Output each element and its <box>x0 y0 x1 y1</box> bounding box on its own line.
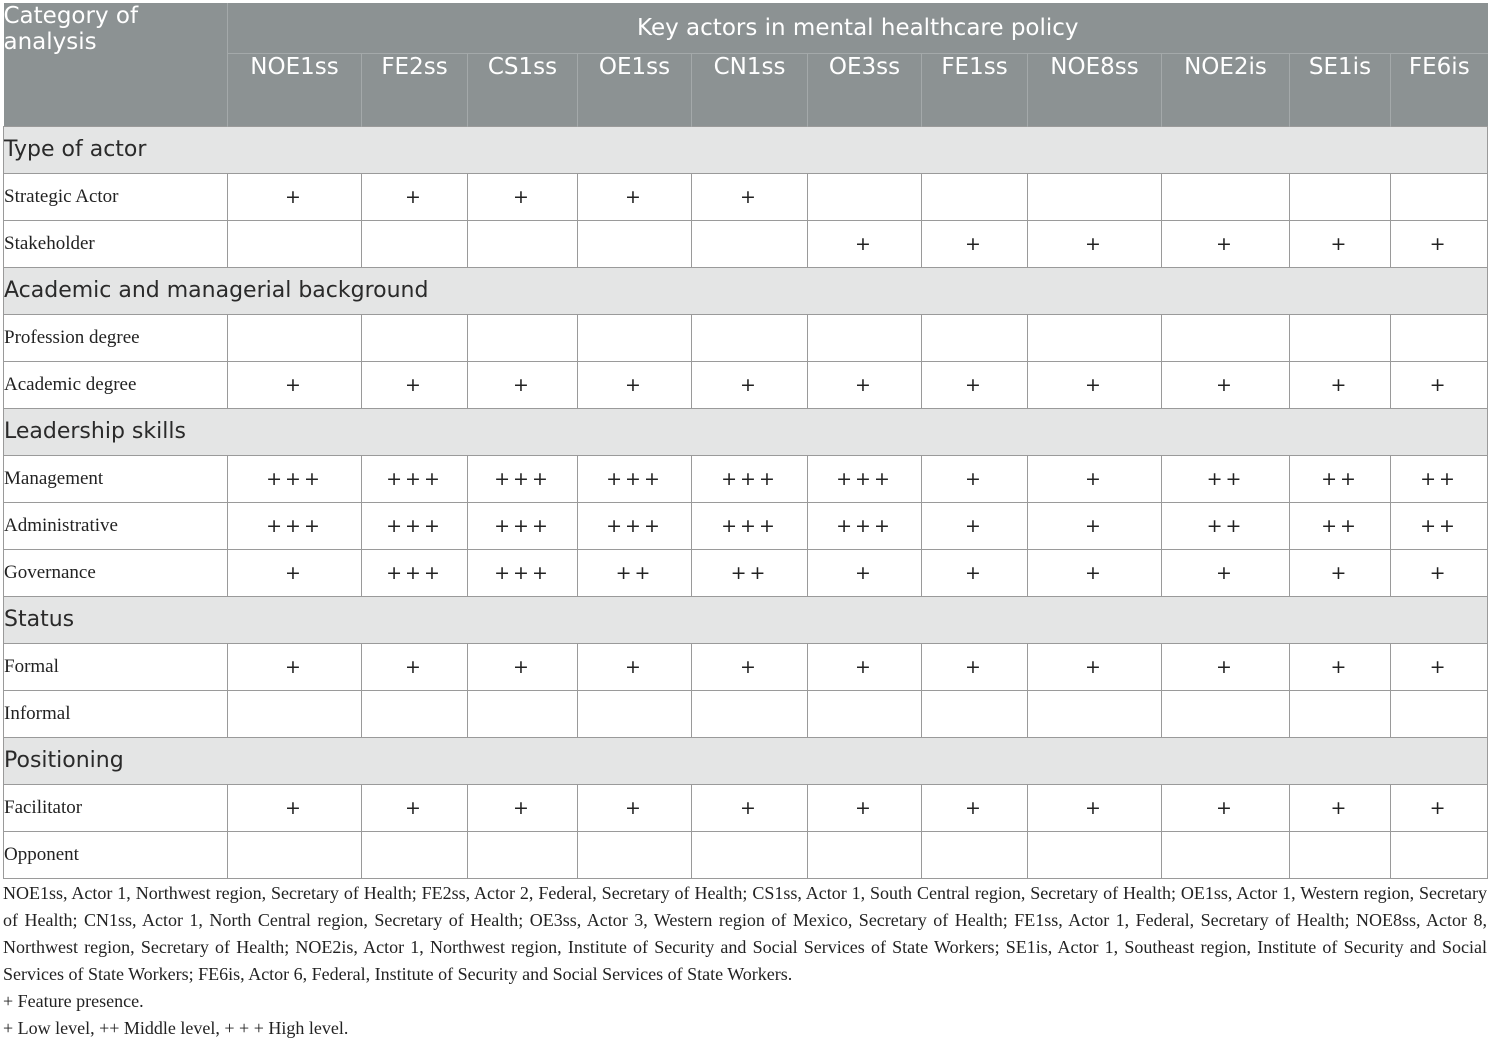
row-label: Administrative <box>4 502 228 549</box>
table-cell: + <box>1162 361 1290 408</box>
table-cell <box>922 173 1028 220</box>
section-title: Positioning <box>4 737 1488 784</box>
table-cell <box>468 220 578 267</box>
table-cell: +++ <box>228 502 362 549</box>
actor-header: OE1ss <box>578 53 692 126</box>
abbreviations-note: NOE1ss, Actor 1, Northwest region, Secretary of Health; FE2ss, Actor 2, Federal, Secretary of Health; CS1ss, Actor 1, South Central region, Secretary of Health; OE1ss, Actor 1, Western region, Secretary of Health; CN1ss, Actor 1, North Central region, Secretary of Health; OE3ss, Actor 3, Western region of Mexico, Secretary of Health; FE1ss, Actor 1, Federal, Secretary of Health; NOE8ss, Actor 8, Northwest region, Secretary of Health; NOE2is, Actor 1, Northwest region, Institute of Security and Social Services of State Workers; SE1is, Actor 1, Southeast region, Institute of Security and Social Services of State Workers; FE6is, Actor 6, Federal, Institute of Security and Social Services of State Workers. <box>3 883 1487 984</box>
table-cell: + <box>808 361 922 408</box>
table-cell: + <box>362 784 468 831</box>
actor-header: FE2ss <box>362 53 468 126</box>
row-label: Formal <box>4 643 228 690</box>
table-cell <box>1290 831 1391 878</box>
table-row <box>4 220 1488 267</box>
section-title: Academic and managerial background <box>4 267 1488 314</box>
row-label: Governance <box>4 549 228 596</box>
table-cell: + <box>578 173 692 220</box>
table-cell: + <box>1290 549 1391 596</box>
table-cell: + <box>922 361 1028 408</box>
table-cell: + <box>578 784 692 831</box>
table-cell <box>468 831 578 878</box>
table-cell: + <box>362 643 468 690</box>
table-cell: +++ <box>578 502 692 549</box>
table-cell: + <box>692 361 808 408</box>
table-cell <box>1290 173 1391 220</box>
table-row <box>4 690 1488 737</box>
table-cell <box>1391 314 1488 361</box>
table-row <box>4 361 1488 408</box>
table-cell: ++ <box>1290 455 1391 502</box>
table-cell <box>578 220 692 267</box>
table-cell: + <box>1391 643 1488 690</box>
table-cell <box>228 314 362 361</box>
actor-header: FE6is <box>1391 53 1488 126</box>
table-cell <box>1162 314 1290 361</box>
table-cell: + <box>1162 784 1290 831</box>
table-cell: +++ <box>362 502 468 549</box>
table-cell: + <box>922 220 1028 267</box>
row-label: Academic degree <box>4 361 228 408</box>
table-cell <box>922 831 1028 878</box>
table-body <box>4 126 1488 878</box>
table-cell: + <box>1391 784 1488 831</box>
table-cell: + <box>468 173 578 220</box>
table-cell: +++ <box>808 502 922 549</box>
table-cell: + <box>1391 361 1488 408</box>
table-cell: + <box>922 502 1028 549</box>
table-cell <box>1290 690 1391 737</box>
table-row <box>4 502 1488 549</box>
table-cell <box>692 220 808 267</box>
table-cell <box>692 314 808 361</box>
table-cell: + <box>808 643 922 690</box>
table-cell: ++ <box>1162 502 1290 549</box>
table-cell <box>692 831 808 878</box>
row-label: Stakeholder <box>4 220 228 267</box>
table-cell: + <box>362 173 468 220</box>
table-cell <box>1028 690 1162 737</box>
actor-header: SE1is <box>1290 53 1391 126</box>
header-row-top <box>4 3 1488 53</box>
table-cell: + <box>1028 784 1162 831</box>
table-cell: +++ <box>362 455 468 502</box>
table-cell: + <box>922 455 1028 502</box>
table-cell: + <box>362 361 468 408</box>
table-cell: + <box>808 549 922 596</box>
table-cell: + <box>578 643 692 690</box>
table-cell <box>1162 173 1290 220</box>
table-cell: +++ <box>362 549 468 596</box>
table-cell: +++ <box>468 549 578 596</box>
table-cell <box>228 220 362 267</box>
table-cell <box>922 314 1028 361</box>
table-cell: ++ <box>692 549 808 596</box>
table-cell <box>362 690 468 737</box>
table-cell <box>228 831 362 878</box>
table-cell: + <box>468 784 578 831</box>
row-label: Opponent <box>4 831 228 878</box>
table-cell <box>808 173 922 220</box>
category-header: Category of analysis <box>4 3 228 126</box>
table-cell: + <box>578 361 692 408</box>
table-cell: ++ <box>1391 455 1488 502</box>
table-cell: + <box>228 549 362 596</box>
table-row <box>4 831 1488 878</box>
table-cell <box>808 314 922 361</box>
actor-header: FE1ss <box>922 53 1028 126</box>
table-cell: + <box>1290 220 1391 267</box>
section-row <box>4 408 1488 455</box>
table-cell: +++ <box>578 455 692 502</box>
table-row <box>4 455 1488 502</box>
table-cell <box>362 220 468 267</box>
table-cell: + <box>1391 549 1488 596</box>
table-cell: + <box>1028 361 1162 408</box>
row-label: Facilitator <box>4 784 228 831</box>
actor-header: NOE1ss <box>228 53 362 126</box>
table-row <box>4 314 1488 361</box>
table-cell: + <box>1162 220 1290 267</box>
table-cell: + <box>1162 643 1290 690</box>
table-cell <box>692 690 808 737</box>
table-cell: + <box>922 643 1028 690</box>
table-cell <box>578 314 692 361</box>
table-cell: + <box>468 643 578 690</box>
table-cell <box>1028 831 1162 878</box>
actor-header: CN1ss <box>692 53 808 126</box>
key-actors-header: Key actors in mental healthcare policy <box>228 3 1488 53</box>
table-cell: +++ <box>808 455 922 502</box>
table-cell: + <box>1290 643 1391 690</box>
table-cell: +++ <box>692 502 808 549</box>
table-cell: ++ <box>1391 502 1488 549</box>
table-cell <box>1028 314 1162 361</box>
table-cell <box>1391 831 1488 878</box>
table-cell: +++ <box>468 502 578 549</box>
table-cell: ++ <box>1290 502 1391 549</box>
actor-header: NOE2is <box>1162 53 1290 126</box>
actor-header: NOE8ss <box>1028 53 1162 126</box>
table-row <box>4 173 1488 220</box>
table-cell <box>1391 690 1488 737</box>
table-cell <box>1162 690 1290 737</box>
table-cell: + <box>1162 549 1290 596</box>
table-cell: + <box>1028 220 1162 267</box>
table-cell: ++ <box>1162 455 1290 502</box>
section-title: Type of actor <box>4 126 1488 173</box>
table-cell: + <box>692 643 808 690</box>
table-cell: + <box>228 643 362 690</box>
table-cell: + <box>692 784 808 831</box>
table-cell: +++ <box>228 455 362 502</box>
table-cell <box>1391 173 1488 220</box>
table-cell <box>228 690 362 737</box>
table-cell <box>468 690 578 737</box>
row-label: Management <box>4 455 228 502</box>
row-label: Profession degree <box>4 314 228 361</box>
table-cell: + <box>922 549 1028 596</box>
table-row <box>4 784 1488 831</box>
table-cell <box>362 831 468 878</box>
table-cell: +++ <box>692 455 808 502</box>
table-cell: + <box>1391 220 1488 267</box>
table-cell: + <box>808 220 922 267</box>
table-header <box>4 3 1488 126</box>
table-cell: +++ <box>468 455 578 502</box>
table-cell: + <box>1290 784 1391 831</box>
actor-header: OE3ss <box>808 53 922 126</box>
row-label: Informal <box>4 690 228 737</box>
levels-note: + Low level, ++ Middle level, + + + High level. <box>3 1018 349 1038</box>
table-cell <box>578 690 692 737</box>
table-cell: + <box>228 173 362 220</box>
table-row <box>4 643 1488 690</box>
table-footnotes <box>3 880 1487 1042</box>
table-cell <box>1162 831 1290 878</box>
table-cell <box>1290 314 1391 361</box>
presence-note: + Feature presence. <box>3 991 144 1011</box>
table-cell <box>578 831 692 878</box>
section-row <box>4 126 1488 173</box>
section-row <box>4 596 1488 643</box>
row-label: Strategic Actor <box>4 173 228 220</box>
table-cell <box>362 314 468 361</box>
table-cell <box>808 690 922 737</box>
table-cell: + <box>692 173 808 220</box>
table-cell <box>808 831 922 878</box>
table-cell: + <box>1028 455 1162 502</box>
actors-table <box>3 3 1488 879</box>
actor-header: CS1ss <box>468 53 578 126</box>
section-row <box>4 737 1488 784</box>
table-cell: + <box>1028 643 1162 690</box>
table-row <box>4 549 1488 596</box>
table-cell: + <box>1028 502 1162 549</box>
section-title: Leadership skills <box>4 408 1488 455</box>
table-cell: + <box>468 361 578 408</box>
table-cell <box>468 314 578 361</box>
table-cell: + <box>1028 549 1162 596</box>
table-cell <box>1028 173 1162 220</box>
table-cell <box>922 690 1028 737</box>
table-cell: ++ <box>578 549 692 596</box>
section-title: Status <box>4 596 1488 643</box>
table-cell: + <box>1290 361 1391 408</box>
table-cell: + <box>808 784 922 831</box>
table-cell: + <box>228 361 362 408</box>
section-row <box>4 267 1488 314</box>
table-cell: + <box>922 784 1028 831</box>
table-cell: + <box>228 784 362 831</box>
